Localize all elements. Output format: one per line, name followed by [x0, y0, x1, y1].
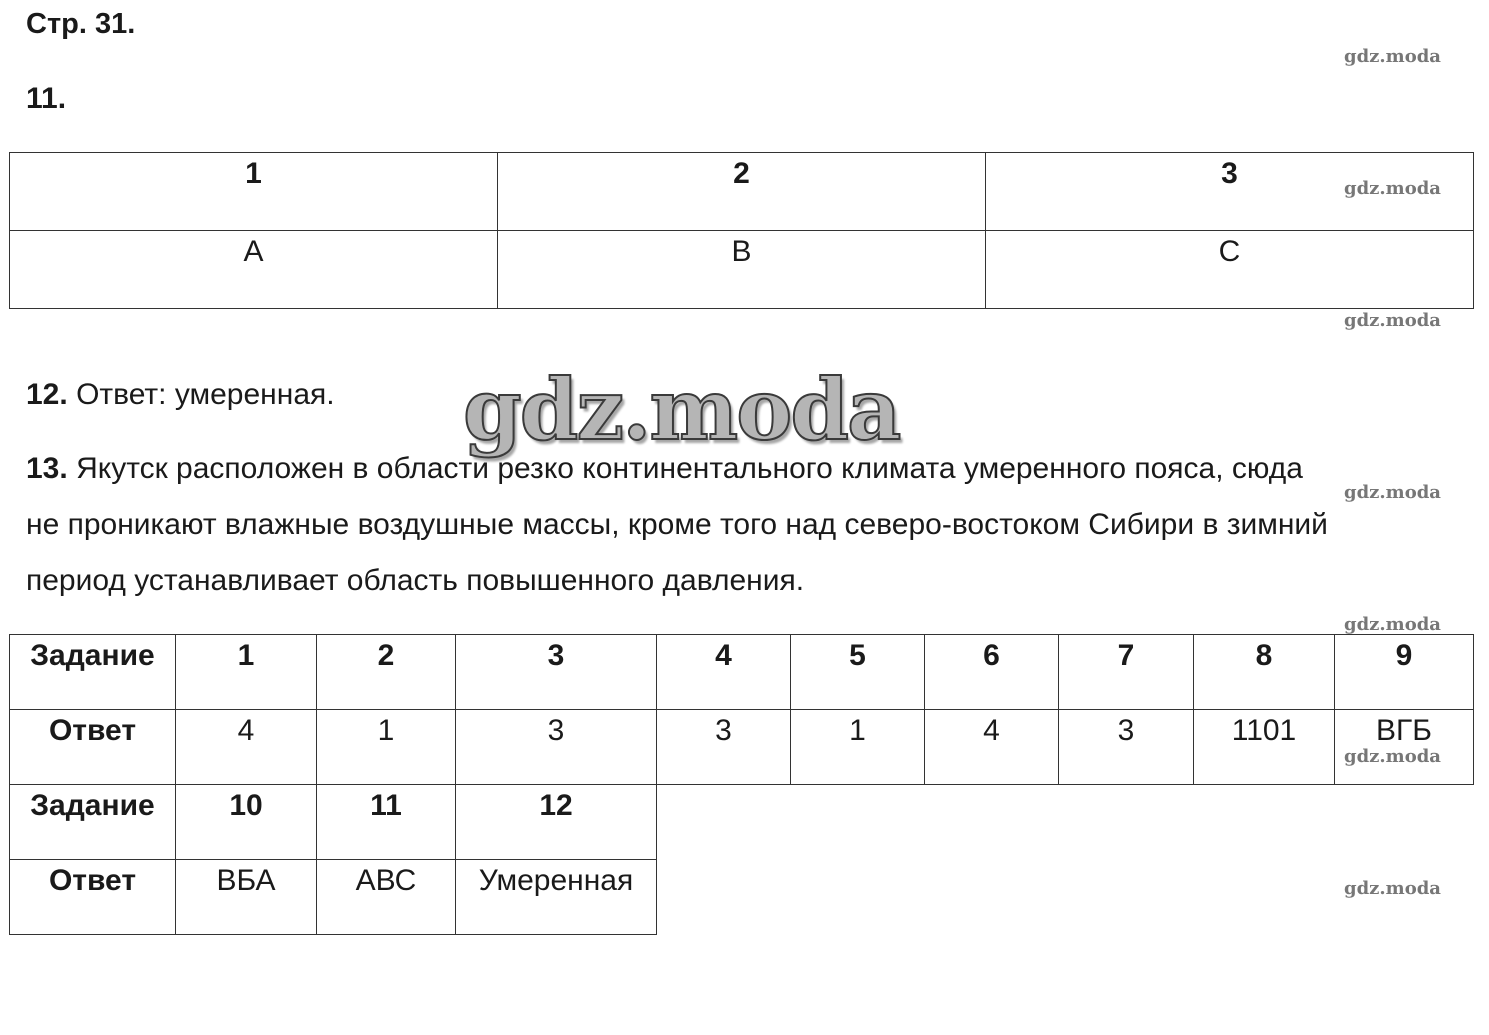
task-number-cell: 2 — [317, 635, 456, 710]
watermark: gdz.moda — [1344, 310, 1441, 331]
table-header-cell: 1 — [10, 153, 498, 231]
task-label-cell: Задание — [10, 785, 176, 860]
task-13-line-1 — [26, 441, 1466, 497]
task-label-cell: Задание — [10, 635, 176, 710]
table-row — [10, 153, 1474, 231]
task-number-cell: 10 — [176, 785, 317, 860]
task-13-line-3: период устанавливает область повышенного давления. — [26, 564, 805, 597]
table-row — [10, 231, 1474, 309]
table-row — [10, 710, 1474, 785]
task-number-cell: 7 — [1059, 635, 1194, 710]
task-number-cell: 11 — [317, 785, 456, 860]
task-number-cell: 6 — [925, 635, 1059, 710]
table-row — [10, 785, 1474, 860]
answer-cell: 1 — [791, 710, 925, 785]
table-row — [10, 635, 1474, 710]
watermark: gdz.moda — [1344, 46, 1441, 67]
task-12-number: 12. — [26, 378, 68, 411]
answer-cell: 4 — [176, 710, 317, 785]
answer-cell: ВБА — [176, 860, 317, 935]
task-13-number: 13. — [26, 452, 68, 485]
watermark-logo: gdz.moda — [463, 360, 900, 459]
answer-cell: 3 — [657, 710, 791, 785]
table-cell: А — [10, 231, 498, 309]
watermark: gdz.moda — [1344, 746, 1441, 767]
task-number-cell: 9 — [1335, 635, 1474, 710]
watermark: gdz.moda — [1344, 482, 1441, 503]
task-11-table — [9, 152, 1474, 309]
task-number-cell: 5 — [791, 635, 925, 710]
page-title: Стр. 31. — [26, 8, 136, 40]
task-number-cell: 1 — [176, 635, 317, 710]
task-13-text: Якутск расположен в области резко континентального климата умеренного пояса, сюда — [76, 452, 1303, 485]
watermark: gdz.moda — [1344, 178, 1441, 199]
task-number-cell: 8 — [1194, 635, 1335, 710]
answer-cell: 3 — [456, 710, 657, 785]
answers-table — [9, 634, 1474, 935]
watermark: gdz.moda — [1344, 614, 1441, 635]
answer-cell: 4 — [925, 710, 1059, 785]
table-cell: В — [498, 231, 986, 309]
answer-cell: 1 — [317, 710, 456, 785]
answer-cell: Умеренная — [456, 860, 657, 935]
answer-cell: АВС — [317, 860, 456, 935]
answer-cell: 3 — [1059, 710, 1194, 785]
empty-area — [657, 785, 1474, 935]
answer-label-cell: Ответ — [10, 860, 176, 935]
watermark: gdz.moda — [1344, 878, 1441, 899]
table-header-cell: 2 — [498, 153, 986, 231]
answer-cell: ВГБ — [1335, 710, 1474, 785]
task-12-text: Ответ: умеренная. — [76, 378, 335, 411]
task-11-number: 11. — [26, 82, 67, 115]
task-number-cell: 4 — [657, 635, 791, 710]
task-number-cell: 3 — [456, 635, 657, 710]
table-header-cell: 3 — [986, 153, 1474, 231]
task-number-cell: 12 — [456, 785, 657, 860]
answer-cell: 1101 — [1194, 710, 1335, 785]
table-cell: С — [986, 231, 1474, 309]
task-13-line-2: не проникают влажные воздушные массы, кроме того над северо-востоком Сибири в зимний — [26, 508, 1328, 541]
answer-label-cell: Ответ — [10, 710, 176, 785]
